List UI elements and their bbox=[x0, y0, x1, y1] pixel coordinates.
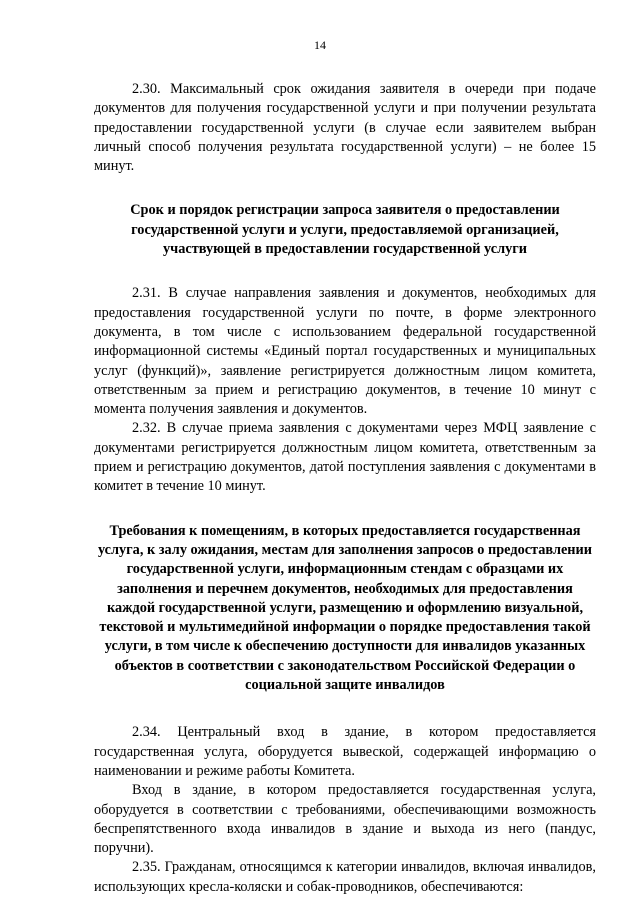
document-body bbox=[94, 80, 596, 897]
paragraph-2-34-entrance: Вход в здание, в котором предоставляется государственная услуга, оборудуется в соответствии с требованиями, обеспечивающими возможность беспрепятственного входа инвалидов в здание и выхода из него (пандус, поручни). bbox=[94, 782, 596, 857]
paragraph-2-30: 2.30. Максимальный срок ожидания заявителя в очереди при подаче документов для получения государственной услуги и при получении результата предоставлении государственной услуги (в случае если заявителем выбран личный способ получения результата государственной услуги) – не более 15 минут. bbox=[94, 81, 596, 175]
paragraph-2-35: 2.35. Гражданам, относящимся к категории инвалидов, включая инвалидов, использующих кресла-коляски и собак-проводников, обеспечиваются: bbox=[94, 859, 596, 895]
section-heading-premises: Требования к помещениям, в которых предоставляется государственная услуга, к залу ожидания, местам для заполнения запросов о предоставлении государственной услуги, информационным стендам с образцами их заполнения и перечнем документов, необходимых для предоставления каждой государственной услуги, размещению и оформлению визуальной, текстовой и мультимедийной информации о порядке предоставления такой услуги, в том числе к обеспечению доступности для инвалидов указанных объектов в соответствии с законодательством Российской Федерации о социальной защите инвалидов bbox=[97, 522, 593, 694]
paragraph-2-32: 2.32. В случае приема заявления с документами через МФЦ заявление с документами регистрируется должностным лицом комитета, ответственным за прием и регистрацию документов, датой поступления заявления с документами в комитет в течение 10 минут. bbox=[94, 420, 596, 495]
page-number: 14 bbox=[314, 38, 326, 52]
section-heading-registration: Срок и порядок регистрации запроса заявителя о предоставлении государственной услуги и услуги, предоставляемой организацией, участвующей в предоставлении государственной услуги bbox=[130, 202, 560, 258]
paragraph-2-34: 2.34. Центральный вход в здание, в котором предоставляется государственная услуга, оборудуется вывеской, содержащей информацию о наименовании и режиме работы Комитета. bbox=[94, 724, 596, 779]
paragraph-2-31: 2.31. В случае направления заявления и документов, необходимых для предоставления государственной услуги по почте, в форме электронного документа, в том числе с использованием федеральной государственной информационной системы «Единый портал государственных и муниципальных услуг (функций)», заявление регистрируется должностным лицом комитета, ответственным за прием и регистрацию документов, в течение 10 минут с момента получения заявления и документов. bbox=[94, 285, 596, 418]
